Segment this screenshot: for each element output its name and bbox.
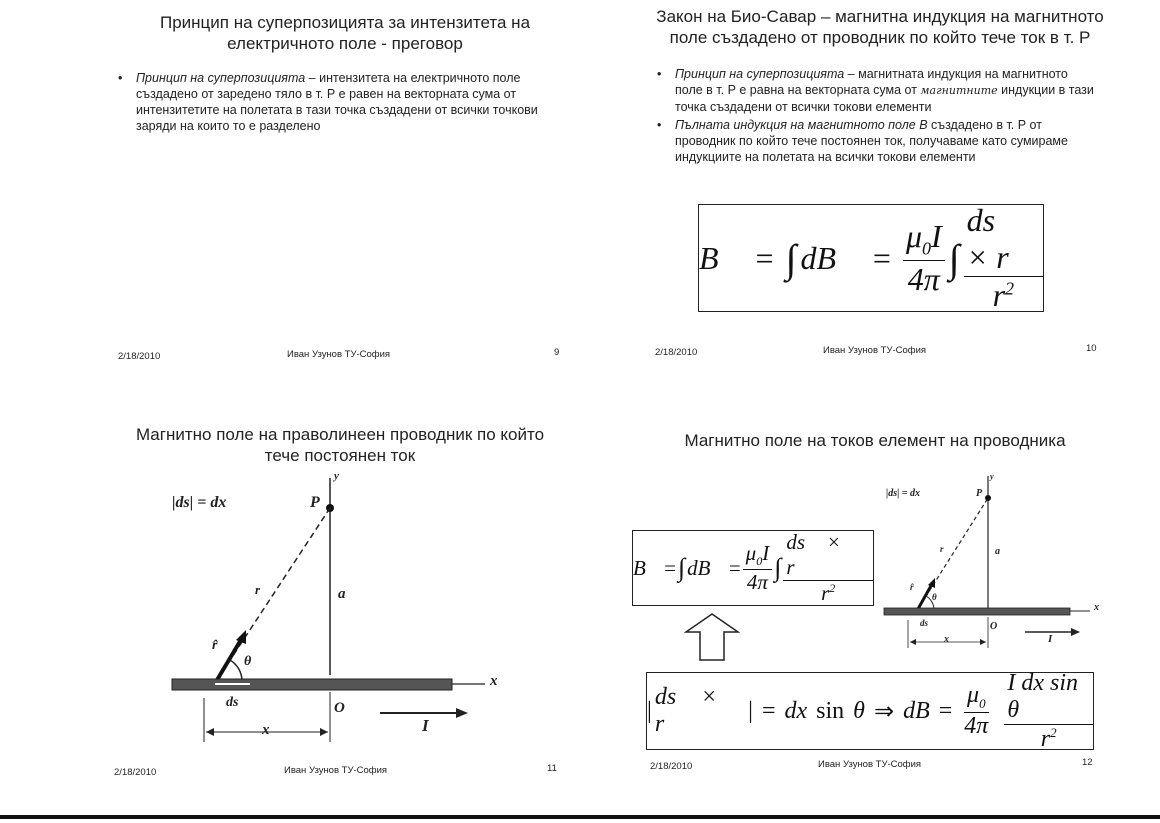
slide9-title-line1: Принцип на суперпозицията за интензитета на [159, 13, 531, 32]
slide11-title-line2: тече постоянен ток [264, 446, 416, 465]
scan-edge-divider [0, 815, 1160, 819]
slide11-label-r: r [255, 582, 261, 597]
slide9-title [120, 12, 570, 54]
slide12-title: Магнитно поле на токов елемент на проводника [684, 431, 1066, 450]
slide12-label-x-axis: x [1094, 602, 1099, 613]
slide10-title [640, 6, 1120, 48]
slide10-footer-page: 10 [1086, 343, 1097, 354]
slide11-label-I: I [422, 716, 429, 735]
slide12-label-O: O [990, 621, 998, 632]
slide9-footer-date: 2/18/2010 [118, 351, 161, 362]
slide10-bullet2-text: създадено в т. Р от проводник по който тече постоянен ток, получаваме като сумираме индукциите на полетата на всички токови елементи [675, 118, 1068, 164]
slide12-label-x-dim: x [944, 634, 949, 645]
slide12-footer-author: Иван Узунов ТУ-София [818, 759, 922, 770]
slide11-footer-date: 2/18/2010 [114, 767, 157, 778]
slide10-handwritten-word: магнитните [920, 84, 998, 97]
slide11-label-theta: θ [244, 654, 252, 669]
slide12-footer-page: 12 [1082, 757, 1093, 768]
slide12-biot-savart-formula: B⃗ = ∫ dB⃗ = $\frac{\mu_0I}{4\pi}$ ∫ $\frac{ds⃗ \times r⃗}{r^2}$ [632, 530, 874, 606]
slide9-bullet-term: Принцип на суперпозицията [136, 71, 306, 85]
slide11-label-ds: ds [226, 695, 239, 710]
slide12-label-a: a [995, 546, 1000, 557]
slide11-title-line1: Магнитно поле на праволинеен проводник по който [135, 425, 545, 444]
slide9-bullet [116, 70, 556, 134]
slide10-bullet1-term: Принцип на суперпозицията [675, 67, 845, 81]
slide10-title-line1: Закон на Био-Савар – магнитна индукция на магнитното [656, 7, 1104, 26]
slide10-bullet1-text: – магнитната индукция на магнитното поле в т. Р е равна на векторната сума от [675, 67, 1068, 97]
slide10-bullet2 [655, 117, 1095, 165]
slide11-title [110, 424, 570, 466]
slide12-label-rhat: r̂ [910, 582, 914, 592]
slide11-label-x-dim: x [262, 722, 270, 738]
slide12-up-arrow-icon [684, 612, 740, 662]
slide12-label-theta: θ [932, 592, 937, 602]
slide12-label-P: P [976, 488, 983, 499]
slide12-label-r: r [940, 544, 944, 554]
slide10-bullet2-term: Пълната индукция на магнитното поле B [675, 118, 928, 132]
slide10-footer-date: 2/18/2010 [655, 347, 698, 358]
slide11-footer-author: Иван Узунов ТУ-София [284, 765, 388, 776]
slide9-bullets [116, 70, 556, 136]
slide11-label-a: a [338, 586, 346, 602]
slide12-footer-date: 2/18/2010 [650, 761, 693, 772]
slide10-biot-savart-formula: B⃗ = ∫ dB⃗ = $\frac{\mu_0I}{4\pi}$ ∫ $\frac{ds⃗ \times r⃗}{r^2}$ [698, 204, 1044, 312]
slide12-ds-dx-label: |ds| = dx [886, 488, 920, 499]
slide12-label-ds: ds [920, 618, 929, 628]
slide11-ds-dx-label: |ds| = dx [172, 494, 227, 511]
slide10-bullets [655, 66, 1095, 167]
slide9-title-line2: електричното поле - преговор [227, 34, 463, 53]
slide11-label-P: P [310, 494, 320, 511]
slide11-footer-page: 11 [547, 763, 557, 774]
slide11-label-y: y [334, 470, 339, 482]
slide11-label-rhat: r̂ [212, 638, 218, 653]
slide12-db-formula: | ds⃗ × r⃗ | = dx sin θ ⇒ dB = $\frac{\mu_0}{4\pi}$ $\frac{\text{I dx sin θ}}{r^2}$ [646, 672, 1094, 750]
slide9-bullet-text: – интензитета на електричното поле създадено от заредено тяло в т. Р е равен на векторната сума от интензитетите на полетата в тази точка създадени от всички точкови заряди на които то е разделено [136, 71, 538, 133]
slide11-label-x-axis: x [490, 673, 498, 689]
slide9-footer-page: 9 [554, 347, 560, 358]
slide10-bullet1-end: индукции в тази точка създадени от всички токови елементи [675, 83, 1094, 114]
slide10-title-line2: поле създадено от проводник по който тече ток в т. Р [669, 28, 1091, 47]
slide11-label-O: O [334, 700, 345, 716]
slide12-label-y: y [990, 472, 994, 481]
slide10-bullet1 [655, 66, 1095, 115]
slide10-footer-author: Иван Узунов ТУ-София [823, 345, 927, 356]
slide9-footer-author: Иван Узунов ТУ-София [287, 349, 391, 360]
slide12-label-I: I [1048, 633, 1053, 645]
